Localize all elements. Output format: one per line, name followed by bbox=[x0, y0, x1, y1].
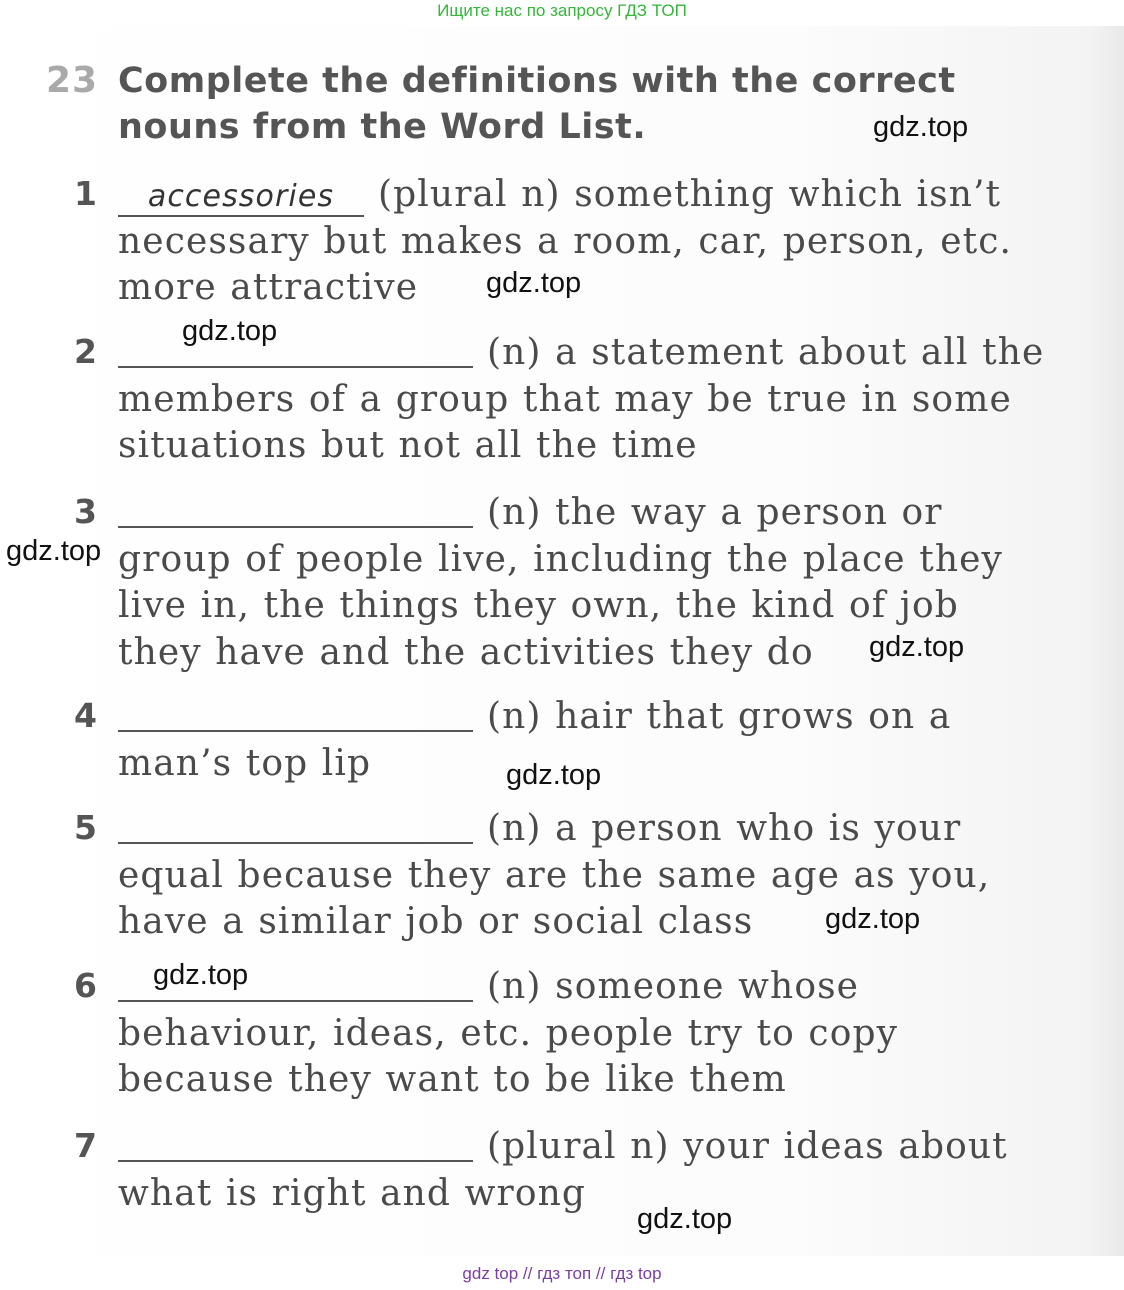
item-definition: (n) hair that grows on a man’s top lip bbox=[118, 696, 952, 784]
footer-watermark: gdz top // гдз топ // гдз top bbox=[462, 1264, 662, 1283]
item-definition: (plural n) something which isn’t necessary but makes a room, car, person, etc. more attractive bbox=[118, 174, 1013, 308]
watermark: gdz.top bbox=[506, 759, 602, 791]
item-number: 4 bbox=[74, 696, 97, 735]
item-definition: (n) a statement about all the members of a group that may be true in some situations but not all the time bbox=[118, 332, 1045, 466]
watermark: gdz.top bbox=[637, 1203, 733, 1235]
item-text bbox=[118, 330, 1048, 470]
item-definition: (n) someone whose behaviour, ideas, etc. people try to copy because they want to be like them bbox=[118, 966, 899, 1100]
item-number: 3 bbox=[74, 492, 97, 531]
item-definition: (n) a person who is your equal because they are the same age as you, have a similar job or social class bbox=[118, 808, 991, 942]
answer-blank-filled[interactable]: accessories bbox=[118, 179, 364, 217]
item-text bbox=[118, 1124, 1048, 1217]
exercise-title-line-1: Complete the definitions with the correct bbox=[118, 61, 956, 101]
answer-blank[interactable] bbox=[118, 694, 473, 732]
item-number: 7 bbox=[74, 1126, 97, 1165]
item-number: 6 bbox=[74, 966, 97, 1005]
answer-blank[interactable] bbox=[118, 806, 473, 844]
watermark: gdz.top bbox=[6, 535, 102, 567]
exercise-number: 23 bbox=[46, 60, 99, 101]
item-definition: (n) the way a person or group of people live, including the place they live in, the things they own, the kind of job they have and the activities they do bbox=[118, 492, 1003, 673]
watermark: gdz.top bbox=[873, 111, 969, 143]
watermark: gdz.top bbox=[869, 631, 965, 663]
item-text bbox=[118, 172, 1048, 312]
item-text bbox=[118, 964, 1048, 1104]
top-banner: Ищите нас по запросу ГДЗ ТОП bbox=[437, 1, 687, 20]
watermark: gdz.top bbox=[486, 267, 582, 299]
watermark: gdz.top bbox=[825, 903, 921, 935]
answer-blank[interactable] bbox=[118, 1124, 473, 1162]
watermark: gdz.top bbox=[153, 959, 249, 991]
item-number: 1 bbox=[74, 174, 97, 213]
watermark: gdz.top bbox=[182, 315, 278, 347]
item-number: 5 bbox=[74, 808, 97, 847]
answer-blank[interactable] bbox=[118, 330, 473, 368]
item-number: 2 bbox=[74, 332, 97, 371]
exercise-title-line-2: nouns from the Word List. bbox=[118, 107, 647, 147]
item-definition: (plural n) your ideas about what is right and wrong bbox=[118, 1126, 1008, 1214]
exercise-title bbox=[118, 58, 956, 150]
answer-blank[interactable] bbox=[118, 490, 473, 528]
